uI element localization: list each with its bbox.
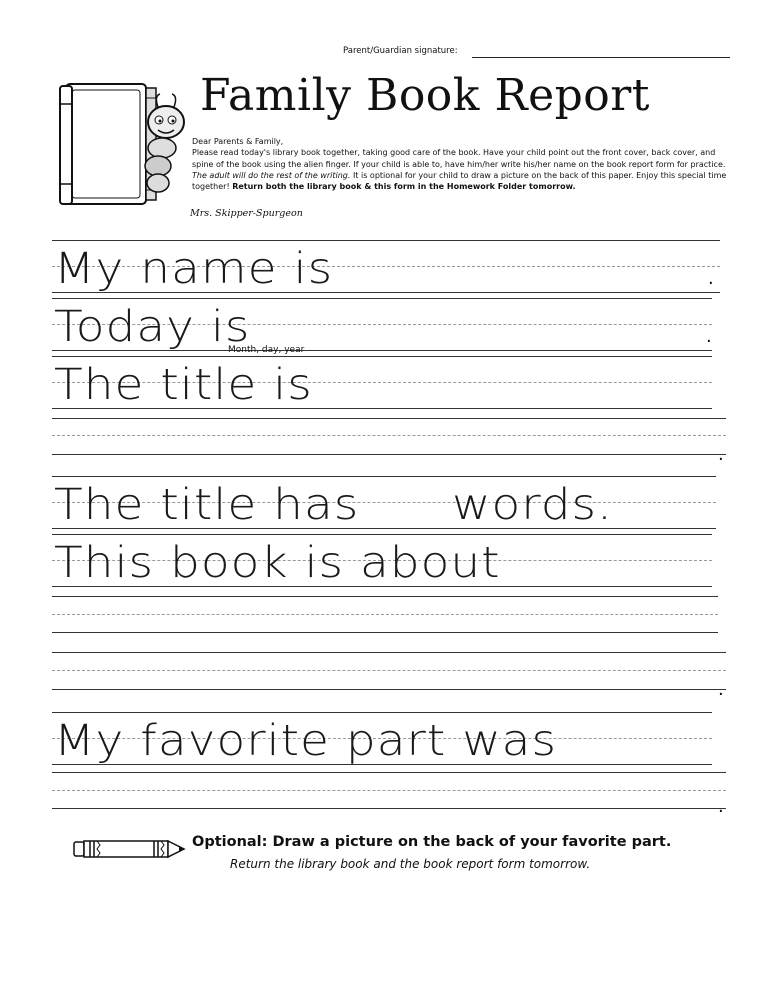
- about-prompt: This book is about: [54, 538, 501, 588]
- name-prompt: My name is: [54, 244, 334, 294]
- letter-body-bold: Return both the library book & this form in the Homework Folder tomorrow.: [232, 182, 576, 192]
- book-worm-illustration: [58, 74, 188, 214]
- teacher-signature: Mrs. Skipper-Spurgeon: [190, 208, 303, 219]
- name-line[interactable]: [52, 240, 720, 292]
- about-line-2[interactable]: [52, 596, 718, 648]
- letter-body-italic: The adult will do the rest of the writing.: [192, 170, 351, 180]
- word-count-prompt: The title has: [54, 480, 360, 530]
- about-line[interactable]: [52, 534, 712, 586]
- title-period: .: [718, 444, 724, 465]
- words-label: words.: [452, 480, 613, 530]
- favorite-line-2[interactable]: [52, 772, 726, 824]
- parent-letter: [192, 136, 730, 192]
- letter-body-2: It is optional for your child to draw a picture on the back of this paper. Enjoy this special time together!: [192, 170, 727, 192]
- name-period: .: [708, 268, 714, 289]
- optional-instruction: Optional: Draw a picture on the back of your favorite part.: [192, 834, 672, 850]
- signature-label: Parent/Guardian signature:: [343, 46, 458, 56]
- signature-field[interactable]: [472, 57, 730, 58]
- return-reminder: Return the library book and the book report form tomorrow.: [230, 857, 591, 871]
- word-count-line[interactable]: [52, 476, 716, 528]
- about-line-3[interactable]: [52, 652, 726, 704]
- date-line[interactable]: [52, 298, 712, 350]
- favorite-prompt: My favorite part was: [54, 716, 557, 766]
- title-line-2[interactable]: [52, 418, 726, 470]
- date-hint: Month, day, year: [228, 345, 305, 355]
- favorite-period: .: [718, 796, 724, 817]
- title-line[interactable]: [52, 356, 712, 408]
- date-period: .: [706, 326, 712, 347]
- pencil-icon: [72, 836, 188, 862]
- favorite-line[interactable]: [52, 712, 712, 764]
- letter-body: Please read today's library book together, taking good care of the book. Have your child point out the front cover, back cover, and spine of the book using the alien finger. If your child is able to, have him/her write his/her name on the book report form for practice.: [192, 148, 726, 169]
- page-title: Family Book Report: [200, 70, 650, 121]
- letter-greeting: Dear Parents & Family,: [192, 137, 284, 146]
- about-period: .: [718, 679, 724, 700]
- title-prompt: The title is: [54, 360, 313, 410]
- date-prompt: Today is: [54, 302, 251, 352]
